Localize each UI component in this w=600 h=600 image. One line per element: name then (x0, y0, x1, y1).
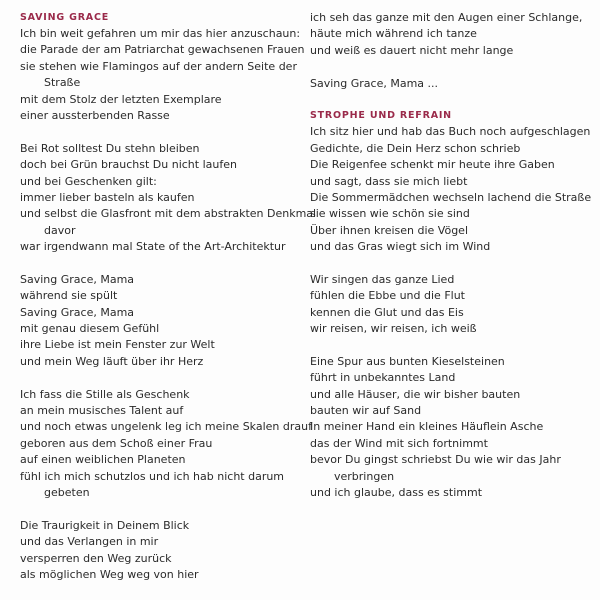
lyric-line: und weiß es dauert nicht mehr lange (310, 43, 514, 57)
lyric-line: führt in unbekanntes Land (310, 371, 456, 385)
lyric-line: Gedichte, die Dein Herz schon schrieb (310, 141, 521, 155)
lyric-line: mit genau diesem Gefühl (20, 322, 160, 336)
lyric-line: Eine Spur aus bunten Kieselsteinen (310, 354, 505, 368)
lyric-line: und selbst die Glasfront mit dem abstrakten Denkmal (20, 207, 317, 221)
section-title-saving-grace: SAVING GRACE (20, 12, 110, 23)
lyric-line: bauten wir auf Sand (310, 403, 422, 417)
left-lyrics-lines (20, 26, 317, 583)
stanza-break (20, 370, 290, 386)
lyric-line: und das Verlangen in mir (20, 535, 159, 549)
stanza-gap (310, 92, 595, 108)
lyric-line: sie wissen wie schön sie sind (310, 207, 470, 221)
lyric-line: bevor Du gingst schriebst Du wie wir das Jahr (310, 453, 561, 467)
lyric-line: mit dem Stolz der letzten Exemplare (20, 92, 222, 106)
lyric-line: Die Traurigkeit in Deinem Blick (20, 518, 190, 532)
lyric-line: häute mich während ich tanze (310, 27, 477, 41)
right-column (310, 10, 595, 501)
lyric-line: das der Wind mit sich fortnimmt (310, 436, 488, 450)
lyric-line: die Parade der am Patriarchat gewachsenen Frauen (20, 43, 305, 57)
lyric-line: als möglichen Weg weg von hier (20, 567, 199, 581)
lyric-line: Ich fass die Stille als Geschenk (20, 387, 190, 401)
stanza-break (20, 501, 290, 517)
stanza-break (310, 59, 595, 75)
lyric-line: kennen die Glut und das Eis (310, 305, 464, 319)
lyric-line: und alle Häuser, die wir bisher bauten (310, 387, 521, 401)
lyric-line: Wir singen das ganze Lied (310, 272, 455, 286)
lyric-line: war irgendwann mal State of the Art-Architektur (20, 240, 286, 254)
lyric-line: Die Reigenfee schenkt mir heute ihre Gaben (310, 158, 555, 172)
lyric-line: verbringen (334, 469, 395, 483)
lyric-line: auf einen weiblichen Planeten (20, 453, 186, 467)
lyric-line: und ich glaube, dass es stimmt (310, 485, 483, 499)
lyric-line: und noch etwas ungelenk leg ich meine Skalen drauf (20, 420, 312, 434)
lyric-line: sie stehen wie Flamingos auf der andern Seite der (20, 59, 297, 73)
right-lyrics-lines (310, 124, 595, 501)
lyric-line: und mein Weg läuft über ihr Herz (20, 354, 204, 368)
lyric-line: ich seh das ganze mit den Augen einer Schlange, (310, 11, 583, 24)
lyric-line: Straße (44, 76, 81, 90)
right-top-lyrics-lines (310, 10, 595, 92)
lyric-line: Saving Grace, Mama ... (310, 76, 439, 90)
lyric-line: Bei Rot solltest Du stehn bleiben (20, 141, 200, 155)
stanza-break (20, 124, 290, 140)
stanza-break (310, 337, 595, 353)
lyric-line: doch bei Grün brauchst Du nicht laufen (20, 158, 237, 172)
lyric-line: davor (44, 223, 76, 237)
lyric-line: und das Gras wiegt sich im Wind (310, 240, 491, 254)
lyric-line: ihre Liebe ist mein Fenster zur Welt (20, 338, 215, 352)
left-column (20, 10, 317, 583)
lyric-line: Ich sitz hier und hab das Buch noch aufgeschlagen (310, 125, 591, 139)
lyric-line: einer aussterbenden Rasse (20, 108, 170, 122)
lyric-line: In meiner Hand ein kleines Häuflein Asche (310, 420, 544, 434)
lyric-line: Saving Grace, Mama (20, 305, 135, 319)
stanza-break (20, 255, 290, 271)
lyric-line: fühlen die Ebbe und die Flut (310, 289, 465, 303)
lyric-line: wir reisen, wir reisen, ich weiß (310, 322, 477, 336)
lyric-line: während sie spült (20, 289, 118, 303)
lyric-line: geboren aus dem Schoß einer Frau (20, 436, 213, 450)
lyric-line: fühl ich mich schutzlos und ich hab nicht darum (20, 469, 285, 483)
lyric-line: und sagt, dass sie mich liebt (310, 174, 468, 188)
lyric-line: Saving Grace, Mama (20, 272, 135, 286)
section-title-strophe-und-refrain: STROPHE UND REFRAIN (310, 110, 452, 122)
lyric-line: und bei Geschenken gilt: (20, 174, 157, 188)
lyric-line: an mein musisches Talent auf (20, 403, 184, 417)
lyric-line: Über ihnen kreisen die Vögel (310, 223, 469, 237)
lyric-line: immer lieber basteln als kaufen (20, 190, 195, 204)
stanza-break (310, 255, 595, 271)
lyric-line: versperren den Weg zurück (20, 551, 172, 565)
lyric-line: gebeten (44, 485, 90, 499)
lyric-line: Ich bin weit gefahren um mir das hier anzuschaun: (20, 27, 301, 40)
lyric-line: Die Sommermädchen wechseln lachend die Straße (310, 190, 592, 204)
